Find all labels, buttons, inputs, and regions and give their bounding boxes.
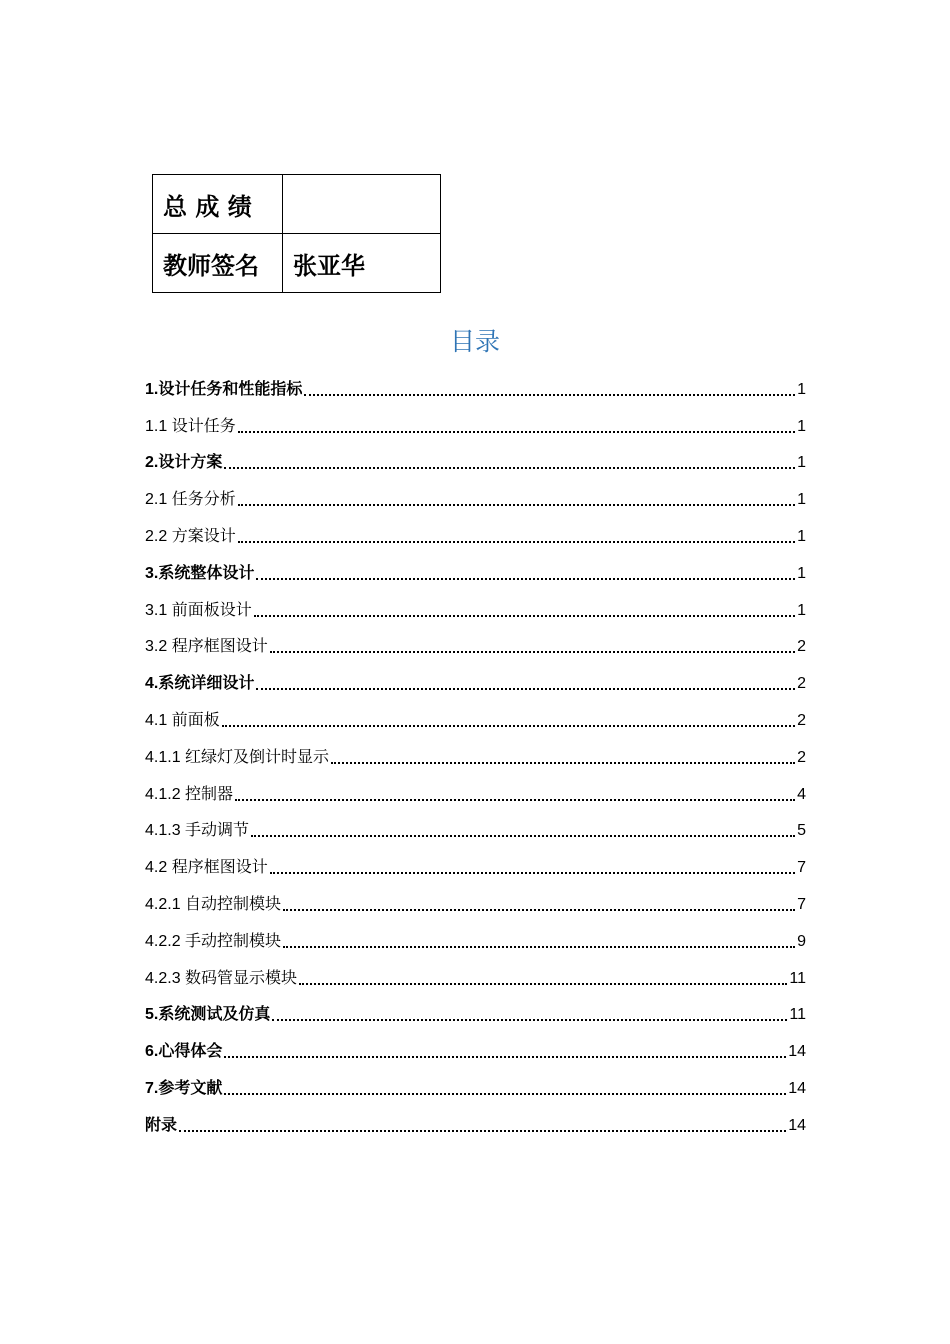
toc-entry-text: 4.2.3 数码管显示模块 — [145, 969, 298, 987]
toc-entry-page: 1 — [797, 601, 806, 619]
toc-entry-page: 9 — [797, 932, 806, 950]
toc-entry-text: 4.1.1 红绿灯及倒计时显示 — [145, 748, 330, 766]
toc-entry-page: 1 — [797, 454, 806, 472]
toc-entry-page: 7 — [797, 895, 806, 913]
toc-entry[interactable] — [145, 658, 806, 695]
toc-entry-page: 14 — [788, 1043, 806, 1061]
total-grade-label: 总 成 绩 — [153, 175, 283, 234]
toc-entry[interactable] — [145, 438, 806, 475]
toc-entry-text: 4.2.1 自动控制模块 — [145, 895, 282, 913]
toc-entry-text: 3.系统整体设计 — [145, 564, 255, 582]
toc-leader-dots — [238, 541, 795, 543]
toc-leader-dots — [331, 762, 795, 764]
toc-entry[interactable] — [145, 401, 806, 438]
toc-entry-page: 2 — [797, 711, 806, 729]
toc-entry[interactable] — [145, 806, 806, 843]
toc-entry-text: 7.参考文献 — [145, 1079, 223, 1097]
toc-entry-page: 1 — [797, 564, 806, 582]
teacher-signature-label: 教师签名 — [153, 234, 283, 293]
toc-entry-page: 4 — [797, 785, 806, 803]
toc-entry[interactable] — [145, 990, 806, 1027]
toc-leader-dots — [256, 578, 795, 580]
toc-entry[interactable] — [145, 879, 806, 916]
total-grade-value — [283, 175, 441, 234]
toc-entry-page: 14 — [788, 1079, 806, 1097]
toc-leader-dots — [254, 615, 795, 617]
toc-entry-text: 1.设计任务和性能指标 — [145, 380, 303, 398]
grade-row-teacher — [153, 234, 441, 293]
toc-entry-page: 1 — [797, 380, 806, 398]
toc-entry-page: 7 — [797, 859, 806, 877]
table-of-contents — [145, 364, 806, 1137]
toc-entry[interactable] — [145, 474, 806, 511]
toc-entry[interactable] — [145, 842, 806, 879]
toc-entry[interactable] — [145, 695, 806, 732]
grade-table — [152, 174, 441, 293]
toc-entry-page: 11 — [789, 969, 806, 987]
toc-leader-dots — [299, 983, 787, 985]
toc-entry[interactable] — [145, 769, 806, 806]
toc-entry[interactable] — [145, 1100, 806, 1137]
toc-leader-dots — [224, 1056, 786, 1058]
toc-entry[interactable] — [145, 1026, 806, 1063]
toc-entry-text: 4.2.2 手动控制模块 — [145, 932, 282, 950]
toc-leader-dots — [256, 688, 795, 690]
grade-row-total — [153, 175, 441, 234]
toc-entry-text: 附录 — [145, 1116, 178, 1134]
toc-entry-text: 2.1 任务分析 — [145, 491, 236, 509]
toc-entry-page: 2 — [797, 638, 806, 656]
toc-leader-dots — [238, 504, 795, 506]
toc-entry-text: 1.1 设计任务 — [145, 417, 236, 435]
toc-entry-text: 4.1.2 控制器 — [145, 785, 234, 803]
toc-leader-dots — [238, 431, 795, 433]
toc-entry-text: 2.2 方案设计 — [145, 527, 236, 545]
toc-entry[interactable] — [145, 622, 806, 659]
toc-entry-text: 3.1 前面板设计 — [145, 601, 252, 619]
toc-entry-page: 1 — [797, 417, 806, 435]
toc-entry-text: 4.2 程序框图设计 — [145, 859, 268, 877]
toc-leader-dots — [224, 467, 795, 469]
toc-entry-text: 4.1 前面板 — [145, 711, 220, 729]
toc-entry-text: 4.系统详细设计 — [145, 675, 255, 693]
toc-leader-dots — [283, 946, 795, 948]
toc-leader-dots — [270, 651, 795, 653]
toc-title: 目录 — [449, 327, 500, 356]
toc-entry[interactable] — [145, 916, 806, 953]
toc-entry-page: 2 — [797, 675, 806, 693]
toc-entry-page: 1 — [797, 491, 806, 509]
toc-entry[interactable] — [145, 1063, 806, 1100]
toc-entry-page: 1 — [797, 527, 806, 545]
toc-entry[interactable] — [145, 585, 806, 622]
toc-entry[interactable] — [145, 511, 806, 548]
toc-entry-page: 11 — [789, 1006, 806, 1024]
toc-leader-dots — [304, 394, 795, 396]
toc-entry[interactable] — [145, 953, 806, 990]
toc-leader-dots — [179, 1130, 786, 1132]
toc-leader-dots — [283, 909, 795, 911]
toc-entry-text: 3.2 程序框图设计 — [145, 638, 268, 656]
toc-leader-dots — [270, 872, 795, 874]
toc-entry-page: 5 — [797, 822, 806, 840]
toc-leader-dots — [272, 1019, 787, 1021]
toc-entry-text: 2.设计方案 — [145, 454, 223, 472]
toc-entry[interactable] — [145, 364, 806, 401]
toc-entry[interactable] — [145, 732, 806, 769]
teacher-signature-value: 张亚华 — [283, 234, 441, 293]
toc-entry-text: 6.心得体会 — [145, 1043, 223, 1061]
toc-leader-dots — [251, 835, 795, 837]
toc-leader-dots — [235, 799, 795, 801]
toc-entry-page: 2 — [797, 748, 806, 766]
toc-leader-dots — [222, 725, 795, 727]
toc-entry-text: 4.1.3 手动调节 — [145, 822, 250, 840]
toc-leader-dots — [224, 1093, 786, 1095]
toc-entry[interactable] — [145, 548, 806, 585]
toc-entry-page: 14 — [788, 1116, 806, 1134]
toc-entry-text: 5.系统测试及仿真 — [145, 1006, 271, 1024]
